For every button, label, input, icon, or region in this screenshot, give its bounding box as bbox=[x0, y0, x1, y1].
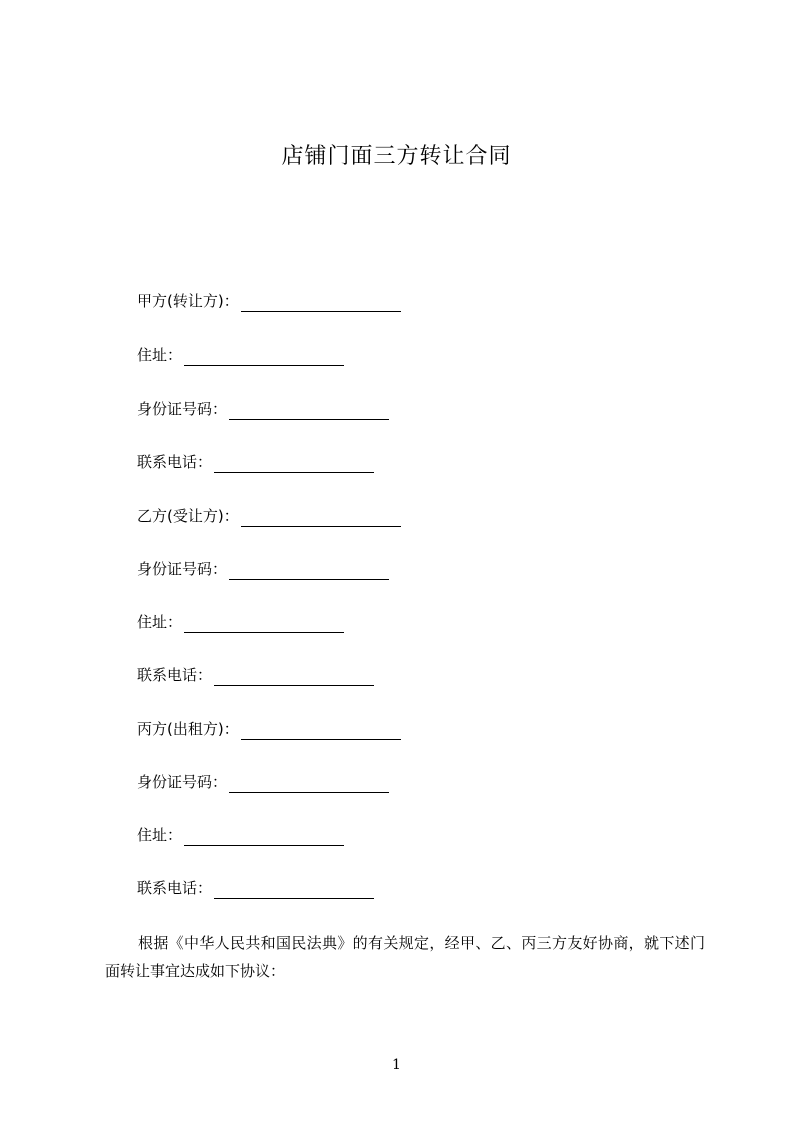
intro-paragraph: 根据《中华人民共和国民法典》的有关规定，经甲、乙、丙三方友好协商，就下述门面转让事宜达成如下协议： bbox=[105, 934, 705, 980]
field-label: 身份证号码： bbox=[137, 560, 228, 578]
fill-in-blank[interactable] bbox=[184, 350, 344, 366]
party-c-phone-field bbox=[137, 877, 374, 899]
party-c-name-field bbox=[137, 718, 401, 740]
field-label: 住址： bbox=[137, 346, 183, 364]
party-b-phone-field bbox=[137, 664, 374, 686]
fill-in-blank[interactable] bbox=[229, 564, 389, 580]
field-label: 住址： bbox=[137, 826, 183, 844]
field-label: 联系电话： bbox=[137, 879, 213, 897]
field-label: 住址： bbox=[137, 613, 183, 631]
field-label: 联系电话： bbox=[137, 666, 213, 684]
document-title: 店铺门面三方转让合同 bbox=[281, 144, 512, 169]
party-b-name-field bbox=[137, 505, 401, 527]
field-label: 联系电话： bbox=[137, 453, 213, 471]
party-c-id-field bbox=[137, 771, 389, 793]
fill-in-blank[interactable] bbox=[241, 511, 401, 527]
field-label: 身份证号码： bbox=[137, 400, 228, 418]
fill-in-blank[interactable] bbox=[184, 617, 344, 633]
fill-in-blank[interactable] bbox=[229, 777, 389, 793]
fill-in-blank[interactable] bbox=[229, 404, 389, 420]
fill-in-blank[interactable] bbox=[214, 670, 374, 686]
field-label: 身份证号码： bbox=[137, 773, 228, 791]
party-a-id-field bbox=[137, 398, 389, 420]
party-a-phone-field bbox=[137, 451, 374, 473]
party-b-id-field bbox=[137, 558, 389, 580]
fill-in-blank[interactable] bbox=[214, 883, 374, 899]
field-label: 甲方(转让方)： bbox=[137, 292, 239, 310]
fill-in-blank[interactable] bbox=[214, 457, 374, 473]
party-a-address-field bbox=[137, 344, 344, 366]
party-b-address-field bbox=[137, 611, 344, 633]
fill-in-blank[interactable] bbox=[241, 296, 401, 312]
party-a-name-field bbox=[137, 290, 401, 312]
party-c-address-field bbox=[137, 824, 344, 846]
page-number: 1 bbox=[392, 1057, 401, 1073]
field-label: 丙方(出租方)： bbox=[137, 720, 239, 738]
fill-in-blank[interactable] bbox=[241, 724, 401, 740]
field-label: 乙方(受让方)： bbox=[137, 507, 239, 525]
fill-in-blank[interactable] bbox=[184, 830, 344, 846]
